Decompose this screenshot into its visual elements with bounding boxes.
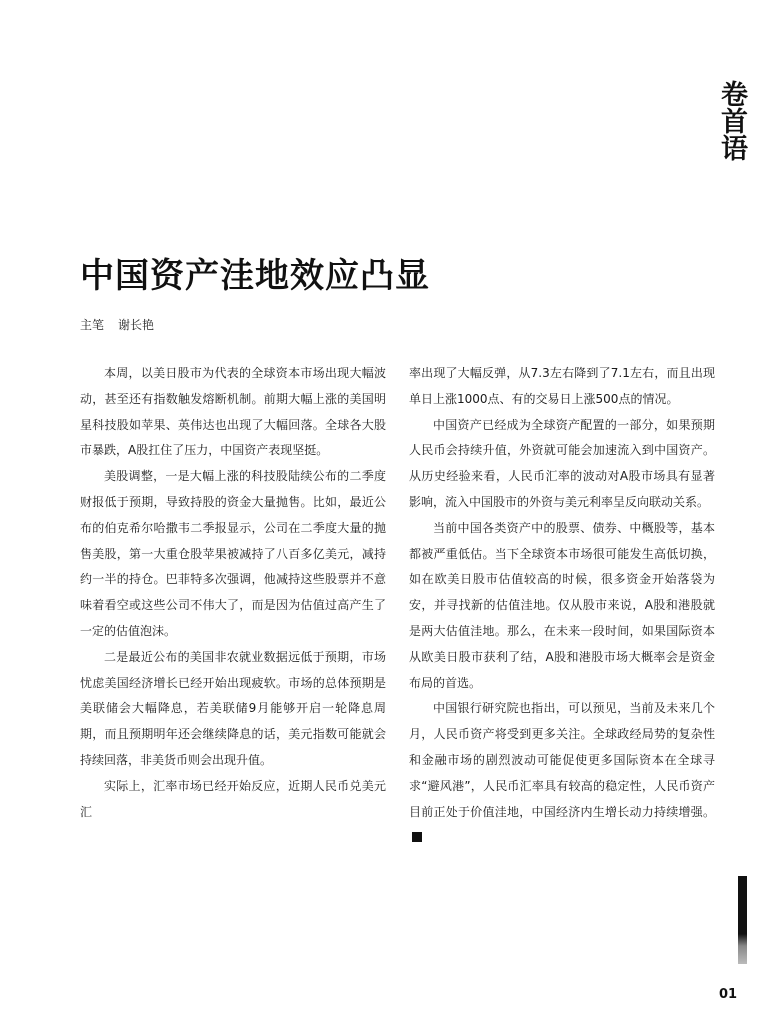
article-title: 中国资产洼地效应凸显 — [80, 256, 430, 296]
paragraph: 当前中国各类资产中的股票、债券、中概股等，基本都被严重低估。当下全球资本市场很可能发生高低切换，如在欧美日股市估值较高的时候，很多资金开始落袋为安，并寻找新的估值洼地。仅从股市来说，A股和港股就是两大估值洼地。那么，在未来一段时间，如果国际资本从欧美日股市获利了结，A股和港股市场大概率会是资金布局的首选。 — [409, 520, 715, 690]
paragraph: 中国资产已经成为全球资产配置的一部分，如果预期人民币会持续升值，外资就可能会加速流入到中国资产。从历史经验来看，人民币汇率的波动对A股市场具有显著影响，流入中国股市的外资与美元利率呈反向联动关系。 — [409, 417, 715, 509]
end-mark-icon — [412, 832, 422, 842]
article-column-left — [80, 361, 386, 825]
byline — [80, 316, 154, 334]
paragraph-last — [409, 696, 715, 851]
paragraph: 本周，以美日股市为代表的全球资本市场出现大幅波动，甚至还有指数触发熔断机制。前期大幅上涨的美国明星科技股如苹果、英伟达也出现了大幅回落。全球各大股市暴跌，A股扛住了压力，中国资产表现坚挺。 — [80, 366, 386, 458]
byline-role: 主笔 — [80, 318, 105, 332]
decorative-side-bar — [738, 876, 747, 964]
article-column-right — [409, 361, 715, 851]
paragraph: 二是最近公布的美国非农就业数据远低于预期，市场忧虑美国经济增长已经开始出现疲软。市场的总体预期是美联储会大幅降息，若美联储9月能够开启一轮降息周期，而且预期明年还会继续降息的话，美元指数可能就会持续回落，非美货币则会出现升值。 — [80, 649, 386, 767]
paragraph-text: 中国银行研究院也指出，可以预见，当前及未来几个月，人民币资产将受到更多关注。全球政经局势的复杂性和金融市场的剧烈波动可能促使更多国际资本在全球寻求“避风港”，人民币汇率具有较高的稳定性，人民币资产目前正处于价值洼地，中国经济内生增长动力持续增强。 — [409, 701, 715, 819]
paragraph: 美股调整，一是大幅上涨的科技股陆续公布的二季度财报低于预期，导致持股的资金大量抛售。比如，最近公布的伯克希尔哈撒韦二季报显示，公司在二季度大量的抛售美股，第一大重仓股苹果被减持了八百多亿美元，减持约一半的持仓。巴菲特多次强调，他减持这些股票并不意味着看空或这些公司不伟大了，而是因为估值过高产生了一定的估值泡沫。 — [80, 469, 386, 638]
byline-author: 谢长艳 — [118, 318, 155, 332]
section-tag: 卷首语 — [716, 80, 747, 161]
paragraph-continued: 率出现了大幅反弹，从7.3左右降到了7.1左右，而且出现单日上涨1000点、有的交易日上涨500点的情况。 — [409, 366, 715, 406]
page-number: 01 — [719, 987, 738, 1002]
paragraph: 实际上，汇率市场已经开始反应，近期人民币兑美元汇 — [80, 778, 386, 819]
